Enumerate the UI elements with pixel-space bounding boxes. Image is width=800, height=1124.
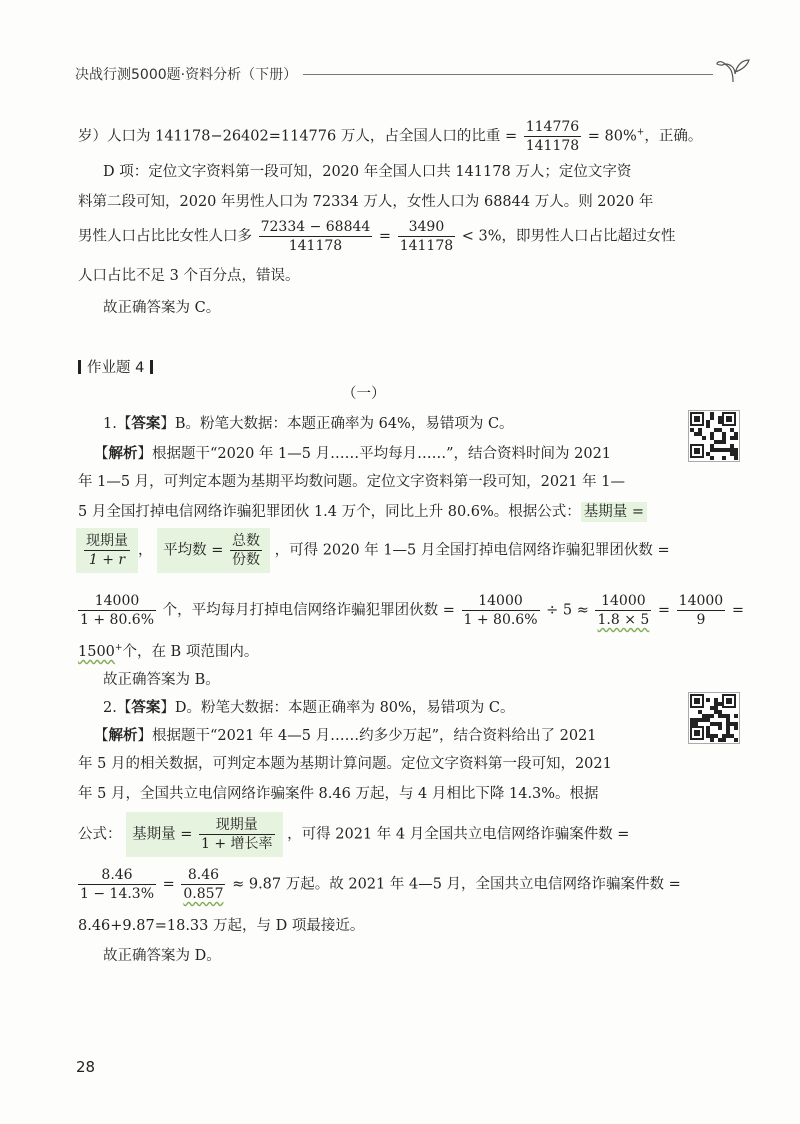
- sprout-icon: [715, 54, 755, 84]
- highlighted-formula: [157, 528, 270, 573]
- page-number: 28: [76, 1058, 96, 1076]
- text-line: [78, 640, 258, 661]
- text-segment: 2.【: [103, 700, 132, 716]
- highlighted-formula: 基期量 =: [581, 502, 647, 522]
- header-rule: [303, 74, 713, 75]
- text-line: 8.46+9.87=18.33 万起，与 D 项最接近。: [78, 918, 365, 934]
- qr-code-icon[interactable]: [688, 692, 740, 744]
- text-segment: =: [378, 228, 392, 245]
- formula-line: [76, 866, 681, 903]
- qr-module: [710, 456, 714, 460]
- text-line: 年 5 月的相关数据，可判定本题为基期计算问题。定位文字资料第一段可知，2021: [78, 756, 612, 772]
- text-segment: =: [162, 876, 175, 893]
- fraction-numerator: 14000: [678, 593, 724, 609]
- text-segment: 】D。粉笔大数据：本题正确率为 80%，易错项为 C。: [160, 700, 515, 716]
- text-segment: ，可得 2020 年 1—5 月全国打掉电信网络诈骗犯罪团伙数 =: [274, 542, 670, 559]
- fraction-numerator: 14000: [462, 592, 540, 611]
- text-line: [78, 118, 702, 155]
- text-segment: ，可得 2021 年 4 月全国共立电信网络诈骗案件数 =: [287, 826, 630, 843]
- fraction: [181, 866, 225, 903]
- fraction-denominator: 1 + 增长率: [200, 836, 273, 852]
- answer-line: [103, 412, 514, 433]
- highlighted-formula: [126, 812, 282, 857]
- fraction: [259, 218, 373, 255]
- qr-module: [706, 698, 710, 702]
- qr-module: [706, 424, 710, 428]
- text-segment: = 80%: [587, 128, 637, 145]
- answer-line: [103, 696, 515, 717]
- qr-code-icon[interactable]: [688, 410, 740, 462]
- heading-bar: [150, 360, 153, 374]
- fraction: [462, 592, 540, 629]
- fraction-denominator: 9: [696, 612, 706, 628]
- text-segment: 个，平均每月打掉电信网络诈骗犯罪团伙数 =: [162, 602, 455, 619]
- fraction-numerator: 总数: [231, 533, 260, 549]
- text-segment: 岁）人口为 141178−26402=114776 万人，占全国人口的比重 =: [78, 128, 518, 145]
- fraction-numerator: 72334 − 68844: [260, 219, 371, 235]
- text-line: 故正确答案为 B。: [103, 672, 220, 688]
- fraction: [230, 532, 262, 569]
- text-line: [94, 442, 611, 463]
- text-segment: ，: [138, 542, 153, 559]
- fraction: [524, 118, 581, 155]
- section-title: 作业题 4: [87, 360, 145, 376]
- text-segment: < 3%，即男性人口占比超过女性: [461, 228, 676, 245]
- text-segment: 1500: [78, 644, 115, 660]
- text-line: 故正确答案为 C。: [103, 300, 221, 316]
- superscript: +: [636, 127, 645, 138]
- text-segment: 】根据题干“2020 年 1—5 月……平均每月……”，结合资料时间为 2021: [137, 446, 612, 462]
- fraction: [199, 816, 275, 853]
- fraction: [595, 592, 651, 629]
- fraction: [84, 532, 130, 569]
- qr-module: [734, 436, 738, 440]
- text-segment: 个，在 B 项范围内。: [122, 644, 259, 660]
- fraction: [398, 218, 455, 255]
- fraction-numerator: 14000: [78, 592, 156, 611]
- fraction-numerator: 8.46: [78, 866, 156, 885]
- superscript: +: [114, 643, 123, 654]
- fraction-numerator: 8.46: [181, 866, 225, 885]
- highlighted-formula: [76, 528, 138, 573]
- fraction-denominator: 1 + 80.6%: [80, 612, 155, 628]
- text-segment: 公式：: [78, 826, 122, 843]
- qr-module: [734, 714, 738, 718]
- text-segment: =: [731, 602, 744, 619]
- qr-module: [722, 440, 726, 444]
- fraction-numerator: 3490: [398, 218, 455, 237]
- text-segment: 【: [94, 728, 109, 744]
- fraction-denominator: 1 − 14.3%: [80, 886, 155, 902]
- qr-module: [722, 738, 726, 742]
- fraction-numerator: 14000: [595, 592, 651, 611]
- text-segment: 】B。粉笔大数据：本题正确率为 64%，易错项为 C。: [160, 416, 514, 432]
- fraction: [677, 592, 726, 629]
- fraction: [78, 592, 156, 629]
- fraction-denominator: 1.8 × 5: [597, 612, 650, 628]
- text-segment: 1.【: [103, 416, 132, 432]
- fraction-denominator: 141178: [288, 238, 343, 254]
- fraction-denominator: 141178: [525, 138, 580, 154]
- fraction-numerator: 114776: [525, 119, 580, 135]
- qr-module: [694, 448, 700, 454]
- text-line: D 项：定位文字资料第一段可知，2020 年全国人口共 141178 万人；定位文字资: [103, 164, 632, 180]
- text-line: 料第二段可知，2020 年男性人口为 72334 万人，女性人口为 68844 万人。则 2020 年: [78, 194, 654, 210]
- analysis-label: 解析: [108, 445, 138, 462]
- qr-module: [718, 726, 722, 730]
- qr-module: [726, 698, 732, 704]
- fraction-denominator: 141178: [399, 238, 454, 254]
- qr-module: [702, 436, 706, 440]
- text-line: [94, 724, 597, 745]
- formula-line: [76, 528, 670, 573]
- qr-module: [710, 714, 714, 718]
- text-line: 年 1—5 月，可判定本题为基期平均数问题。定位文字资料第一段可知，2021 年 1—: [78, 474, 626, 490]
- text-line: [78, 218, 676, 255]
- heading-bar: [78, 360, 81, 374]
- fraction-denominator: 1 + 80.6%: [463, 612, 538, 628]
- text-segment: 【: [94, 446, 109, 462]
- qr-module: [710, 416, 714, 420]
- text-segment: ÷ 5 ≈: [546, 602, 589, 619]
- text-segment: 5 月全国打掉电信网络诈骗犯罪团伙 1.4 万个，同比上升 80.6%。根据公式：: [78, 504, 581, 520]
- text-line: [78, 500, 647, 521]
- answer-label: 答案: [131, 699, 161, 716]
- text-segment: 平均数 =: [163, 542, 224, 559]
- fraction: [78, 866, 156, 903]
- text-line: 年 5 月，全国共立电信网络诈骗案件 8.46 万起，与 4 月相比下降 14.3%。根据: [78, 786, 599, 802]
- running-header: [75, 62, 755, 86]
- qr-module: [734, 456, 738, 460]
- text-line: 故正确答案为 D。: [103, 948, 221, 964]
- text-segment: =: [657, 602, 671, 619]
- formula-line: [78, 812, 629, 857]
- answer-label: 答案: [131, 415, 161, 432]
- text-segment: 男性人口占比比女性人口多: [78, 228, 252, 245]
- fraction-numerator: 现期量: [199, 816, 275, 835]
- qr-module: [710, 738, 714, 742]
- qr-module: [694, 416, 700, 422]
- analysis-label: 解析: [108, 727, 138, 744]
- qr-module: [734, 726, 738, 730]
- qr-module: [694, 730, 700, 736]
- fraction-denominator: 1 + r: [88, 552, 126, 568]
- qr-module: [694, 698, 700, 704]
- formula-line: [76, 592, 744, 629]
- qr-module: [734, 738, 738, 742]
- text-segment: 基期量 =: [132, 826, 193, 843]
- text-segment: ，正确。: [644, 128, 703, 145]
- fraction-denominator: 份数: [231, 552, 260, 568]
- book-title: 决战行测5000题·资料分析（下册）: [75, 67, 298, 83]
- section-heading: [78, 356, 159, 377]
- text-segment: 】根据题干“2021 年 4—5 月……约多少万起”，结合资料给出了 2021: [137, 728, 597, 744]
- sub-title: （一）: [342, 386, 386, 402]
- qr-module: [722, 456, 726, 460]
- qr-module: [726, 416, 732, 422]
- fraction-denominator: 0.857: [183, 886, 224, 902]
- fraction-numerator: 现期量: [86, 533, 128, 549]
- text-line: 人口占比不足 3 个百分点，错误。: [78, 268, 300, 284]
- text-segment: ≈ 9.87 万起。故 2021 年 4—5 月，全国共立电信网络诈骗案件数 =: [232, 876, 681, 893]
